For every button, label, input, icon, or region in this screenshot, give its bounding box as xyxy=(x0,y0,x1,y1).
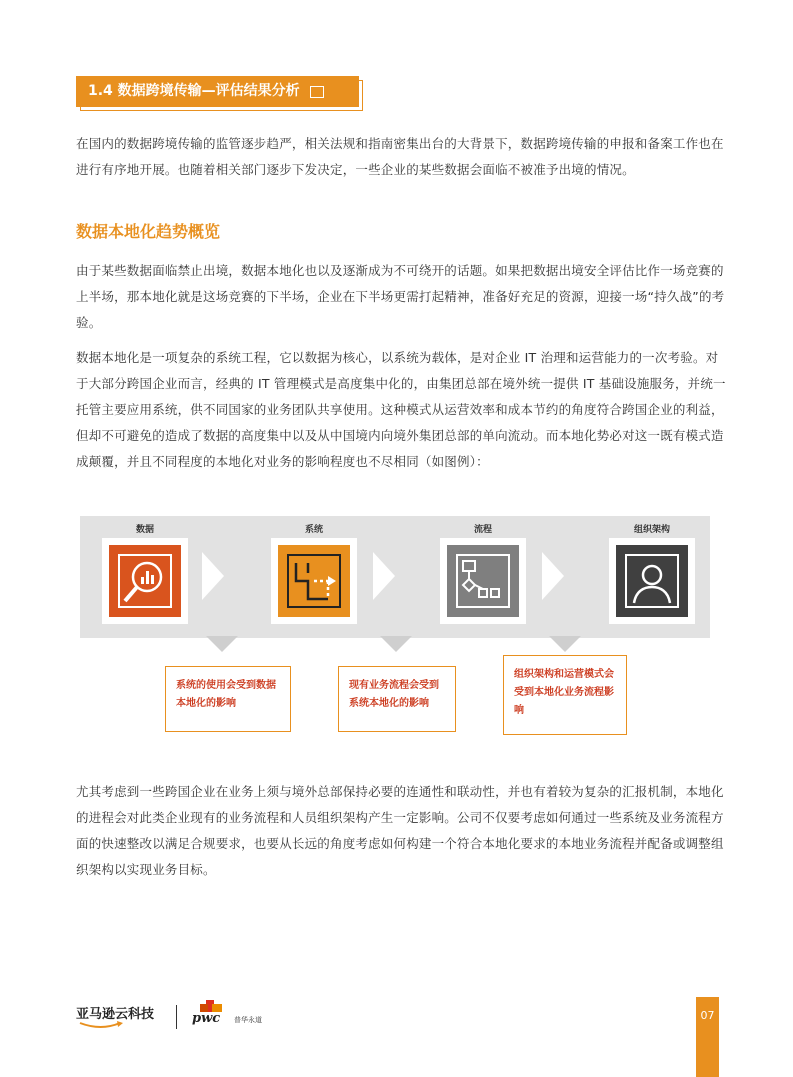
footer-divider xyxy=(176,1005,177,1029)
down-arrow-icon xyxy=(206,636,238,652)
paragraph-1: 由于某些数据面临禁止出境，数据本地化也以及逐渐成为不可绕开的话题。如果把数据出境安全评估比作一场竞赛的上半场，那本地化就是这场竞赛的下半场，企业在下半场更需打起精神，准备好充足的资源，迎接一场“持久战”的考验。 xyxy=(76,263,725,330)
amazon-smile-icon xyxy=(78,1021,124,1029)
down-arrow-icon xyxy=(549,636,581,652)
process-flow-icon xyxy=(447,545,519,617)
section-title: 1.4 数据跨境传输—评估结果分析 xyxy=(88,83,300,99)
stage-system xyxy=(257,526,371,644)
paragraph-2: 数据本地化是一项复杂的系统工程，它以数据为核心，以系统为载体，是对企业 IT 治理和运营能力的一次考验。对于大部分跨国企业而言，经典的 IT 管理模式是高度集中化的，由集团总部在境外统一提供 IT 基础设施服务，并统一托管主要应用系统，供不同国家的业务团队共享使用。这种模式从运营效率和成本节约的角度符合跨国企业的利益，但却不可避免的造成了数据的高度集中以及从中国境内向境外集团总部的单向流动。而本地化势必对这一既有模式造成颠覆，并且不同程度的本地化对业务的影响程度也不尽相同（如图例）： xyxy=(76,350,726,469)
subheading: 数据本地化趋势概览 xyxy=(76,222,221,241)
stage-label: 流程 xyxy=(473,525,492,535)
impact-box-organization: 组织架构和运营模式会受到本地化业务流程影响 xyxy=(503,655,627,735)
impact-box-process: 现有业务流程会受到系统本地化的影响 xyxy=(338,666,456,732)
paragraph-3: 尤其考虑到一些跨国企业在业务上须与境外总部保持必要的连通性和联动性，并也有着较为复杂的汇报机制，本地化的进程会对此类企业现有的业务流程和人员组织架构产生一定影响。公司不仅要考虑如何通过一些系统及业务流程方面的快速整改以满足合规要求，也要从长远的角度考虑如何构建一个符合本地化要求的本地业务流程并配备或调整组织架构以实现业务目标。 xyxy=(76,784,724,877)
person-icon xyxy=(616,545,688,617)
down-arrow-icon xyxy=(380,636,412,652)
chevron-arrow xyxy=(373,552,395,600)
stage-data xyxy=(88,526,202,644)
page-number: 07 xyxy=(696,997,719,1077)
localization-diagram xyxy=(80,516,710,638)
stage-label: 数据 xyxy=(135,525,154,535)
chevron-arrow xyxy=(202,552,224,600)
impact-box-system: 系统的使用会受到数据本地化的影响 xyxy=(165,666,291,732)
section-title-tag xyxy=(76,76,359,107)
aws-brand-logo: 亚马逊云科技 xyxy=(76,1007,155,1022)
chart-icon xyxy=(310,86,324,98)
chevron-arrow xyxy=(542,552,564,600)
stage-organization xyxy=(595,526,709,644)
stage-label: 组织架构 xyxy=(633,525,670,535)
data-search-chart-icon xyxy=(109,545,181,617)
pwc-chinese-name: 普华永道 xyxy=(234,1016,262,1024)
pwc-logo-text: pwc xyxy=(192,1011,221,1026)
stage-label: 系统 xyxy=(304,525,323,535)
system-flow-icon xyxy=(278,545,350,617)
stage-process xyxy=(426,526,540,644)
intro-paragraph: 在国内的数据跨境传输的监管逐步趋严，相关法规和指南密集出台的大背景下，数据跨境传输的申报和备案工作也在进行有序地开展。也随着相关部门逐步下发决定，一些企业的某些数据会面临不被准予出境的情况。 xyxy=(76,136,724,177)
